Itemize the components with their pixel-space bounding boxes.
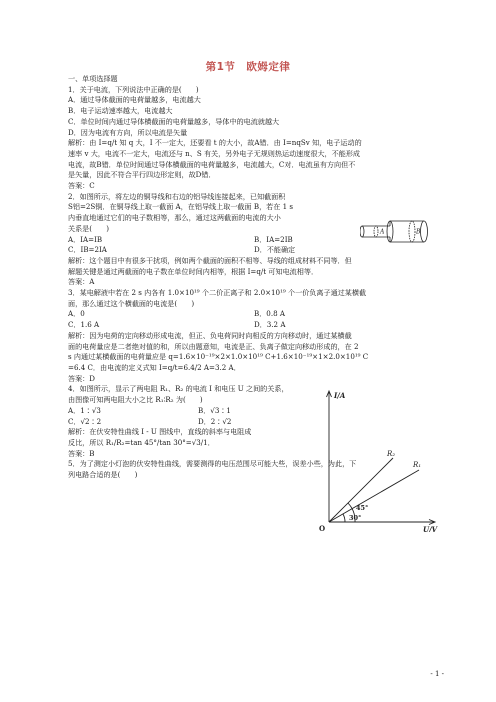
q3-options-row	[68, 309, 440, 320]
wire-label-b: B	[416, 228, 421, 236]
q5-stem: 列电路合适的是( )	[68, 470, 138, 480]
angle-45-label: 45°	[356, 504, 369, 512]
q2-stem: 内垂直地通过它们的电子数相等，那么，通过这两截面的电流的大小	[68, 213, 281, 223]
q4-solution-line: 解析：在伏安特性曲线 I - U 图线中，直线的斜率与电阻成	[68, 427, 252, 437]
q3-stem: 3．某电解液中若在 2 s 内各有 1.0×10¹⁹ 个二价正离子和 2.0×10¹⁹ 个一价负离子通过某横截	[68, 288, 367, 298]
q3-answer: 答案：D	[68, 373, 95, 383]
q2-stem: S铝=2S铜．在铜导线上取一截面 A，在铝导线上取一截面 B，若在 1 s	[68, 202, 294, 212]
q2-stem: 关系是( )	[68, 223, 110, 233]
q4-option-c: C．√2∶2	[68, 416, 102, 426]
q2-answer: 答案：A	[68, 277, 95, 287]
r2-label: R₂	[387, 450, 396, 458]
q3-options-row	[68, 320, 440, 331]
q2-solution-line: 解析：这个题目中有很多干扰项，例如两个截面的面积不相等、导线的组成材料不同等．但	[68, 255, 352, 265]
q1-solution-line: 解析：由 I=q/t 知 q 大，I 不一定大，还要看 t 的大小，故A错．由 I=nqSv 知，电子运动的	[68, 138, 362, 148]
q1-option-c: C．单位时间内通过导体横截面的电荷量越多，导体中的电流就越大	[68, 116, 280, 126]
angle-30-arc	[343, 514, 345, 522]
q5-stem: 5．为了测定小灯泡的伏安特性曲线，需要测得的电压范围尽可能大些，误差小些，为此，下	[68, 459, 357, 469]
q1-option-b: B．电子运动速率越大，电流越大	[68, 106, 173, 116]
q2-stem: 2．如图所示，将左边的铜导线和右边的铝导线连接起来，已知截面积	[68, 191, 286, 201]
q4-solution-line: 反比，所以 R₁/R₂=tan 45°/tan 30°=√3/1．	[68, 437, 215, 447]
q4-option-a: A．1∶√3	[68, 405, 101, 415]
q1-solution-line: 是矢量，因此不符合平行四边形定则，故D错．	[68, 170, 216, 180]
section-heading: 一、单项选择题	[68, 74, 118, 83]
q2-option-b: B．IA=2IB	[254, 234, 293, 244]
wire-label-a: A	[380, 228, 385, 236]
q3-stem: 面，那么通过这个横截面的电流是( )	[68, 298, 195, 308]
line-r1	[329, 470, 419, 522]
q4-stem: 由图像可知两电阻大小之比 R₁∶R₂ 为( )	[68, 395, 203, 405]
q2-option-c: C．IB=2IA	[68, 245, 107, 255]
q3-solution-line: =6.4 C．由电流的定义式知 I=q/t=6.4/2 A=3.2 A．	[68, 362, 241, 372]
q2-solution-line: 解题关键是通过两截面的电子数在单位时间内相等，根据 I=q/t 可知电流相等．	[68, 266, 319, 276]
wire-figure	[360, 217, 432, 247]
q1-option-a: A．通过导体截面的电荷量越多，电流越大	[68, 95, 201, 105]
q4-option-d: D．2∶√2	[198, 416, 232, 426]
q3-option-c: C．1.6 A	[68, 320, 100, 330]
q3-solution-line: 面的电荷量应是二者绝对值的和，所以由题意知，电流是正、负离子做定向移动形成的，在 2	[68, 341, 359, 351]
q3-solution-line: s 内通过某横截面的电荷量应是 q=1.6×10⁻¹⁹×2×1.0×10¹⁹ C+1.6×10⁻¹⁹×1×2.0×10¹⁹ C	[68, 352, 369, 362]
q4-stem: 4．如图所示，显示了两电阻 R₁、R₂ 的电流 I 和电压 U 之间的关系，	[68, 384, 289, 394]
q3-solution-line: 解析：因为电荷的定向移动形成电流，但正、负电荷同时向相反的方向移动时，通过某横截	[68, 330, 352, 340]
q1-solution-line: 电流，故B错．单位时间通过导体横截面的电荷量越多，电流越大，C对．电流虽有方向但不	[68, 159, 356, 169]
q1-option-d: D．因为电流有方向，所以电流是矢量	[68, 127, 188, 137]
y-axis-label: I/A	[334, 391, 346, 400]
q2-option-a: A．IA=IB	[68, 234, 103, 244]
r1-label: R₁	[413, 461, 422, 469]
page-number: - 1 -	[430, 670, 444, 678]
q3-option-b: B．0.8 A	[254, 309, 285, 319]
q4-answer: 答案：B	[68, 448, 95, 458]
q4-option-b: B．√3∶1	[198, 405, 231, 415]
origin-label: O	[319, 524, 326, 532]
q1-answer: 答案：C	[68, 181, 95, 191]
q3-option-a: A．0	[68, 309, 85, 319]
x-axis-label: U/V	[423, 525, 438, 532]
q2-option-d: D．不能确定	[254, 245, 296, 255]
q1-stem: 1．关于电流，下列说法中正确的是( )	[68, 84, 199, 94]
line-r2	[329, 458, 393, 522]
page-title: 第1节 欧姆定律	[205, 61, 291, 73]
iu-graph-figure	[315, 386, 439, 532]
angle-30-label: 30°	[349, 514, 362, 522]
q3-option-d: D．3.2 A	[254, 320, 286, 330]
q4-options-row	[68, 406, 353, 417]
q1-solution-line: 速率 v 大，电流不一定大，电流还与 n、S 有关，另外电子无规则热运动速度很大，不能形成	[68, 148, 361, 158]
q4-options-row	[68, 417, 353, 428]
